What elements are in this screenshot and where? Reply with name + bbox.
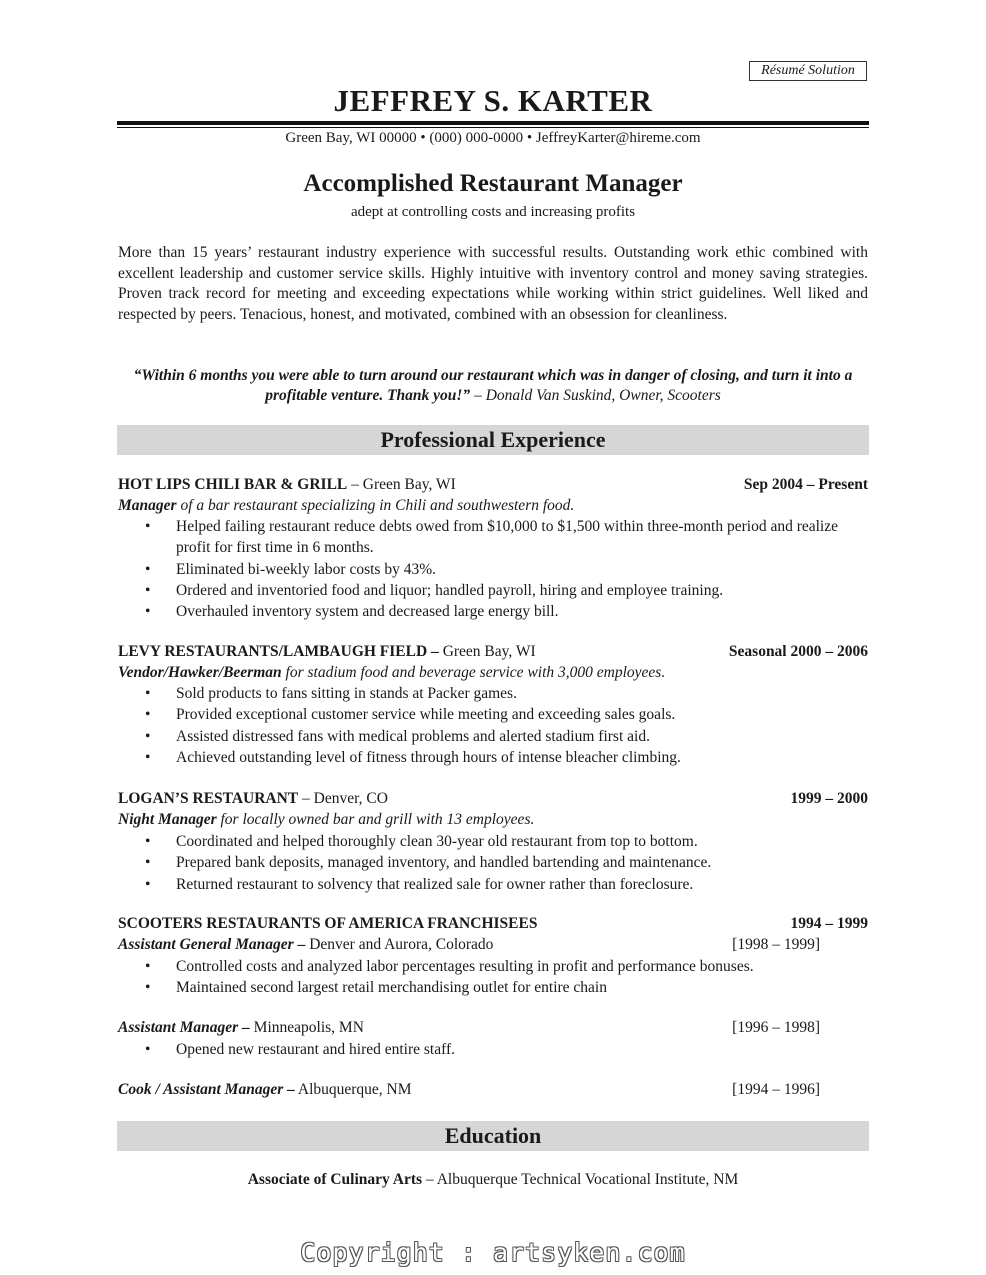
sub-role-header <box>118 935 820 955</box>
sub-role-bullets <box>145 956 845 999</box>
job-location: Green Bay, WI <box>438 643 536 660</box>
education-degree: Associate of Culinary Arts <box>247 1171 423 1188</box>
copyright-watermark: Copyright : artsyken.com <box>300 1238 686 1267</box>
section-professional-experience: Professional Experience <box>117 425 869 455</box>
list-item: • Controlled costs and analyzed labor percentages resulting in profit and performance bonuses. <box>145 956 845 977</box>
job-title: Manager <box>118 497 177 514</box>
list-item: • Opened new restaurant and hired entire staff. <box>145 1039 845 1060</box>
sub-role-location: Albuquerque, NM <box>294 1081 412 1098</box>
headline-tagline: adept at controlling costs and increasing profits <box>350 204 636 220</box>
sub-role-dates: [1996 – 1998] <box>732 1019 820 1036</box>
education-school: – Albuquerque Technical Vocational Institute, NM <box>422 1171 739 1188</box>
job-header <box>118 475 868 495</box>
job-employer: SCOOTERS RESTAURANTS OF AMERICA FRANCHISEES <box>118 915 538 932</box>
job-dates: 1999 – 2000 <box>790 790 868 807</box>
job-location: – Green Bay, WI <box>347 476 456 493</box>
sub-role-header <box>118 1018 820 1038</box>
professional-headline: Accomplished Restaurant Manager <box>303 170 683 197</box>
job-role <box>118 810 868 830</box>
job-header <box>118 914 868 934</box>
list-item: • Achieved outstanding level of fitness through hours of intense bleacher climbing. <box>145 747 845 768</box>
job-description: for locally owned bar and grill with 13 employees. <box>216 811 535 828</box>
sub-role-title: Cook / Assistant Manager – <box>118 1081 295 1098</box>
education-entry <box>0 1171 986 1189</box>
list-item: • Sold products to fans sitting in stands at Packer games. <box>145 683 845 704</box>
job-header <box>118 789 868 809</box>
header-rule-thick <box>117 121 869 125</box>
sub-role-header <box>118 1080 820 1100</box>
list-item: • Ordered and inventoried food and liquor; handled payroll, hiring and employee training. <box>145 580 845 601</box>
sub-role-title: Assistant Manager – <box>118 1019 250 1036</box>
list-item: • Coordinated and helped thoroughly clean 30-year old restaurant from top to bottom. <box>145 831 845 852</box>
job-description: for stadium food and beverage service with 3,000 employees. <box>281 664 666 681</box>
list-item: • Prepared bank deposits, managed inventory, and handled bartending and maintenance. <box>145 852 845 873</box>
resume-solution-badge: Résumé Solution <box>749 61 867 81</box>
sub-role-location: Minneapolis, MN <box>249 1019 364 1036</box>
section-education: Education <box>117 1121 869 1151</box>
sub-role-dates: [1998 – 1999] <box>732 936 820 953</box>
job-role <box>118 663 868 683</box>
contact-line: Green Bay, WI 00000 • (000) 000-0000 • JeffreyKarter@hireme.com <box>285 130 701 146</box>
job-role <box>118 496 868 516</box>
list-item: • Maintained second largest retail merchandising outlet for entire chain <box>145 977 845 998</box>
sub-role-title: Assistant General Manager – <box>118 936 306 953</box>
list-item: • Eliminated bi-weekly labor costs by 43%. <box>145 559 845 580</box>
job-dates: Sep 2004 – Present <box>743 476 868 493</box>
list-item: • Provided exceptional customer service while meeting and exceeding sales goals. <box>145 704 845 725</box>
job-employer: LOGAN’S RESTAURANT <box>118 790 299 807</box>
job-title: Night Manager <box>118 811 217 828</box>
list-item: • Helped failing restaurant reduce debts owed from $10,000 to $1,500 within three-month period and realize profit for first time in 6 months. <box>145 516 845 559</box>
job-location: – Denver, CO <box>298 790 388 807</box>
testimonial-quote <box>118 366 868 406</box>
job-employer: LEVY RESTAURANTS/LAMBAUGH FIELD – <box>118 643 439 660</box>
sub-role-dates: [1994 – 1996] <box>732 1081 820 1098</box>
list-item: • Overhauled inventory system and decreased large energy bill. <box>145 601 845 622</box>
job-title: Vendor/Hawker/Beerman <box>118 664 282 681</box>
job-bullets <box>145 683 845 768</box>
job-header <box>118 642 868 662</box>
list-item: • Assisted distressed fans with medical problems and alerted stadium first aid. <box>145 726 845 747</box>
job-dates: 1994 – 1999 <box>790 915 868 932</box>
header-rule-thin <box>117 127 869 128</box>
job-bullets <box>145 516 845 622</box>
sub-role-bullets <box>145 1039 845 1060</box>
professional-summary: More than 15 years’ restaurant industry experience with successful results. Outstanding work ethic combined with excellent leadership and customer service skills. Highly intuitive with inventory control and money saving strategies. Proven track record for meeting and exceeding expectations while working within strict guidelines. Well liked and respected by peers. Tenacious, honest, and motivated, combined with an obsession for cleanliness. <box>118 244 868 323</box>
list-item: • Returned restaurant to solvency that realized sale for owner rather than foreclosure. <box>145 874 845 895</box>
job-bullets <box>145 831 845 895</box>
job-employer: HOT LIPS CHILI BAR & GRILL <box>118 476 348 493</box>
quote-text: “Within 6 months you were able to turn around our restaurant which was in danger of closing, and turn it into a profitable venture. Thank you!” <box>133 367 853 404</box>
quote-attribution: – Donald Van Suskind, Owner, Scooters <box>470 387 721 404</box>
job-dates: Seasonal 2000 – 2006 <box>728 643 868 660</box>
candidate-name: JEFFREY S. KARTER <box>333 83 653 118</box>
sub-role-location: Denver and Aurora, Colorado <box>305 936 494 953</box>
job-description: of a bar restaurant specializing in Chili and southwestern food. <box>176 497 575 514</box>
